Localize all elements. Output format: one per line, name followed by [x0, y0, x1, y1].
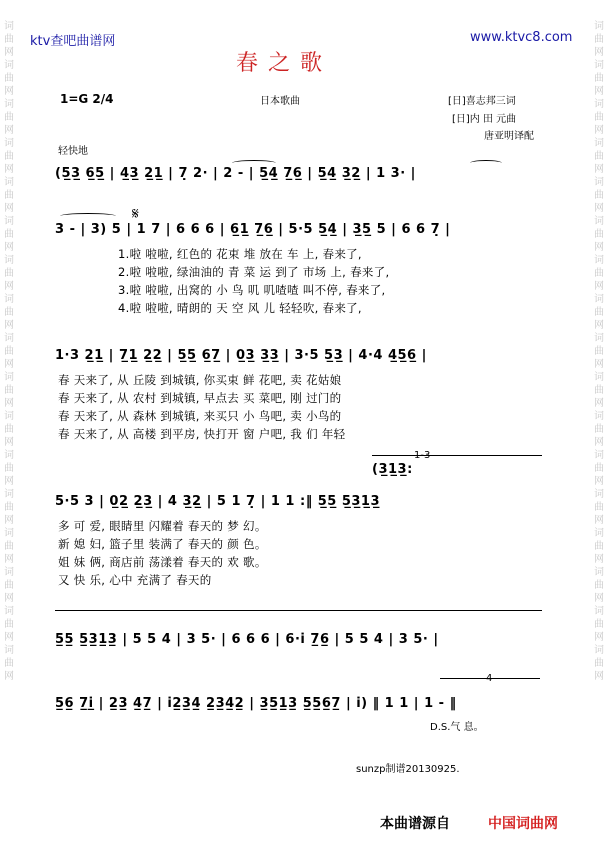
notation-line-6: 5̲6̲ 7̲i̲̇ | 2̲3̲ 4̲7̲ | i̇2̲3̲4̲ 2̲3̲4̲2̲ | 3̲5̲1̲3̲ 5̲5̲6̲7̲ | i̇) ‖ 1 1 | 1 - ‖ [55, 696, 457, 711]
source-site-link[interactable]: 中国词曲网 [488, 816, 558, 832]
slur [60, 213, 116, 219]
volta-label-2: 4 [486, 673, 493, 684]
watermark-left: 词曲网词曲网词曲网词曲网词曲网词曲网词曲网词曲网词曲网词曲网词曲网词曲网词曲网词曲网词曲网词曲网词曲网 [4, 21, 14, 682]
site-left-link[interactable]: ktv查吧曲谱网 [30, 34, 116, 49]
tempo-marking: 轻快地 [58, 146, 88, 157]
verse-line: 春 天来了, 从 农村 到城镇, 早点去 买 菜吧, 刚 过门的 [58, 391, 342, 405]
verse-line: 姐 妹 俩, 商店前 荡漾着 春天的 欢 歌。 [58, 555, 267, 569]
credit-music: [日]内 田 元曲 [452, 114, 517, 125]
notation-line-1: (5̲3̲ 6̲5̲ | 4̲3̲ 2̲1̲ | 7̣ 2· | 2 - | 5̲4̲ 7̲6̲ | 5̲4̲ 3̲2̲ | 1 3· | [55, 166, 416, 181]
verse-line: 又 快 乐, 心中 充满了 春天的 [58, 573, 212, 587]
subtitle: 日本歌曲 [260, 96, 300, 107]
verse-line: 1.啦 啦啦, 红色的 花束 堆 放在 车 上, 春来了, [118, 247, 362, 261]
notation-line-2: 3 - | 3) 5 | 1 7 | 6 6 6 | 6̲1̲ 7̲6̲ | 5·5 5̲4̲ | 3̲5̲ 5 | 6 6 7̣ | [55, 222, 451, 237]
notation-line-3: 1·3 2̲1̲ | 7̲1̲ 2̲2̲ | 5̲5̲ 6̲7̲ | 0̲3̲ 3̲3̲ | 3·5 5̲3̲ | 4·4 4̲5̲6̲ | [55, 348, 427, 363]
site-right-link[interactable]: www.ktvc8.com [470, 30, 573, 45]
verse-line: 2.啦 啦啦, 绿油油的 青 菜 运 到了 市场 上, 春来了, [118, 265, 390, 279]
key-signature: 1=G 2/4 [60, 92, 114, 106]
credit-lyrics: [日]喜志邦三词 [448, 96, 516, 107]
verse-line: 春 天来了, 从 森林 到城镇, 来买只 小 鸟吧, 卖 小鸟的 [58, 409, 342, 423]
segno-sign: 𝄋 [132, 204, 139, 223]
engraver-credit: sunzp制谱20130925. [356, 764, 460, 775]
watermark-right: 词曲网词曲网词曲网词曲网词曲网词曲网词曲网词曲网词曲网词曲网词曲网词曲网词曲网词曲网词曲网词曲网词曲网 [594, 21, 604, 682]
verse-line: 春 天来了, 从 高楼 到平房, 快打开 窗 户吧, 我 们 年轻 [58, 427, 346, 441]
verse-line: 4.啦 啦啦, 晴朗的 天 空 风 儿 轻轻吹, 春来了, [118, 301, 362, 315]
song-title: 春之歌 [236, 51, 333, 76]
notation-line-4: 5·5 3 | 0̲2̲ 2̲3̲ | 4 3̲2̲ | 5 1 7̣ | 1 1 :‖ 5̲5̲ 5̲3̲1̲3̲ [55, 494, 381, 509]
verse-line: 多 可 爱, 眼睛里 闪耀着 春天的 梦 幻。 [58, 519, 267, 533]
volta-label: 1-3 [414, 450, 431, 461]
verse-line: 新 媳 妇, 篮子里 装满了 春天的 颜 色。 [58, 537, 267, 551]
slur [470, 160, 502, 166]
ds-marking: D.S.气 息。 [430, 722, 484, 733]
verse-line: 3.啦 啦啦, 出窝的 小 鸟 叽 叽喳喳 叫不停, 春来了, [118, 283, 386, 297]
source-label: 本曲谱源自 [380, 816, 450, 832]
notation-line-5: 5̲5̲ 5̲3̲1̲3̲ | 5 5 4 | 3 5· | 6 6 6 | 6·i̇ 7̲6̲ | 5 5 4 | 3 5· | [55, 632, 439, 647]
credit-translation: 唐亚明译配 [484, 131, 534, 142]
divider [55, 610, 542, 611]
verse-line: 春 天来了, 从 丘陵 到城镇, 你买束 鲜 花吧, 卖 花姑娘 [58, 373, 342, 387]
bracket-notes: (3̲1̲3̲: [372, 462, 413, 477]
volta-bracket [372, 455, 542, 456]
